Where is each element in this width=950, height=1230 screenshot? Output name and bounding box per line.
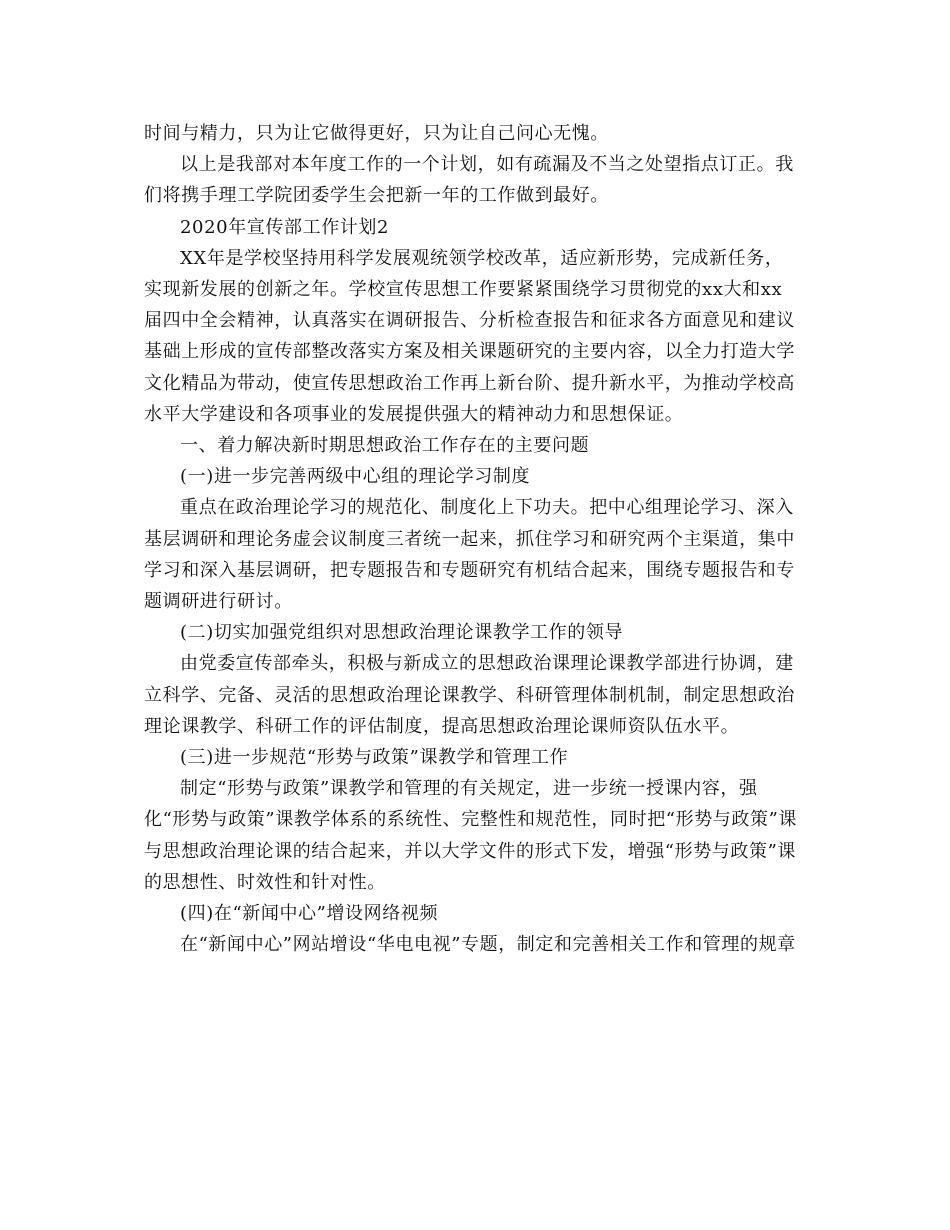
paragraph-continuation: 时间与精力，只为让它做得更好，只为让自己问心无愧。 — [144, 123, 609, 144]
paragraph-subsection-2: 由党委宣传部牵头，积极与新成立的思想政治课理论课教学部进行协调，建立科学、完备、灵活的思想政治理论课教学、科研管理体制机制，制定思想政治理论课教学、科研工作的评估制度，提高思想政治理论课师资队伍水平。 — [144, 653, 795, 737]
section-heading-1: 一、着力解决新时期思想政治工作存在的主要问题 — [180, 435, 590, 457]
subsection-heading-3: (三)进一步规范“形势与政策”课教学和管理工作 — [180, 747, 569, 769]
paragraph-subsection-4: 在“新闻中心”网站增设“华电电视”专题，制定和完善相关工作和管理的规章 — [180, 934, 796, 956]
paragraph-intro: XX年是学校坚持用科学发展观统领学校改革，适应新形势，完成新任务，实现新发展的创新之年。学校宣传思想工作要紧紧围绕学习贯彻党的xx大和xx届四中全会精神，认真落实在调研报告、分析检查报告和征求各方面意见和建议基础上形成的宣传部整改落实方案及相关课题研究的主要内容，以全力打造大学文化精品为带动，使宣传思想政治工作再上新台阶、提升新水平，为推动学校高水平大学建设和各项事业的发展提供强大的精神动力和思想保证。 — [144, 247, 795, 425]
paragraph-closing-summary: 以上是我部对本年度工作的一个计划，如有疏漏及不当之处望指点订正。我们将携手理工学院团委学生会把新一年的工作做到最好。 — [144, 154, 794, 207]
subsection-heading-4: (四)在“新闻中心”增设网络视频 — [180, 903, 439, 925]
document-subtitle: 2020年宣传部工作计划2 — [180, 216, 390, 238]
paragraph-subsection-1: 重点在政治理论学习的规范化、制度化上下功夫。把中心组理论学习、深入基层调研和理论务虚会议制度三者统一起来，抓住学习和研究两个主渠道，集中学习和深入基层调研，把专题报告和专题研究有机结合起来，围绕专题报告和专题调研进行研讨。 — [144, 497, 795, 613]
subsection-heading-1: (一)进一步完善两级中心组的理论学习制度 — [180, 466, 531, 488]
subsection-heading-2: (二)切实加强党组织对思想政治理论课教学工作的领导 — [180, 622, 624, 644]
paragraph-subsection-3: 制定“形势与政策”课教学和管理的有关规定，进一步统一授课内容，强化“形势与政策”课教学体系的系统性、完整性和规范性，同时把“形势与政策”课与思想政治理论课的结合起来，并以大学文件的形式下发，增强“形势与政策”课的思想性、时效性和针对性。 — [144, 778, 798, 893]
